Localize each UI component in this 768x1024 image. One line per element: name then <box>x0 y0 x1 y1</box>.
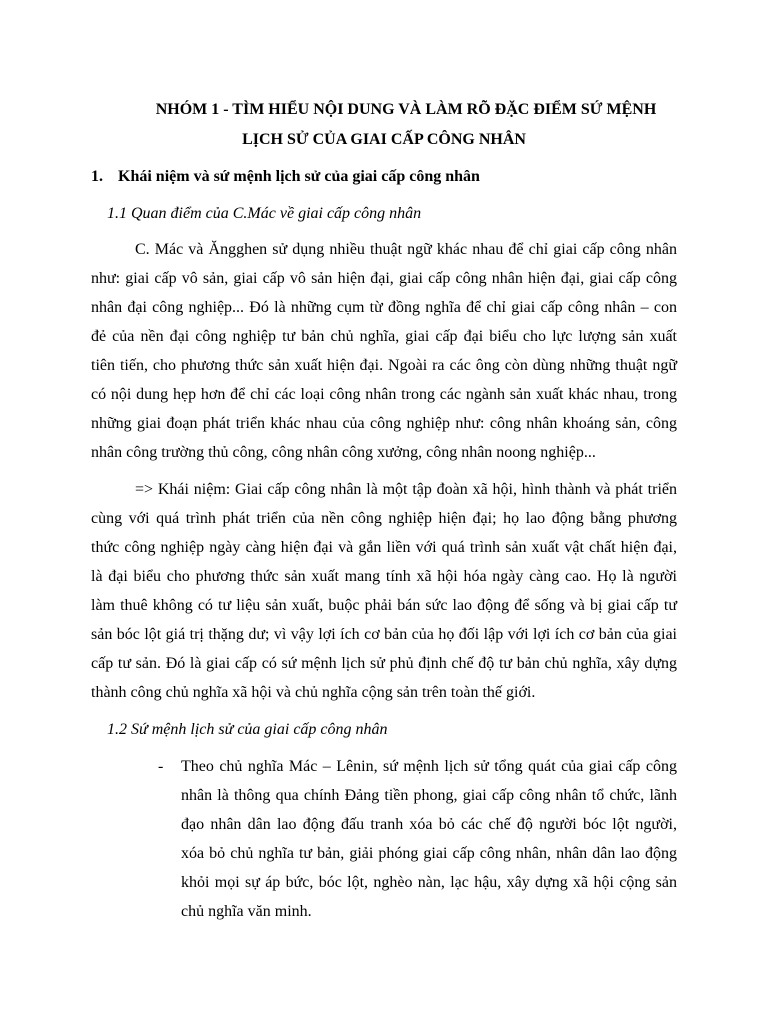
paragraph-line: đẻ của nền đại công nghiệp tư bản chủ nghĩa, giai cấp đại biểu cho lực lượng sản xuất <box>91 328 677 345</box>
list-line: xóa bỏ chủ nghĩa tư bản, giải phóng giai cấp công nhân, nhân dân lao động <box>181 845 677 862</box>
list-line: đạo nhân dân lao động đấu tranh xóa bỏ các chế độ người bóc lột người, <box>181 816 677 833</box>
section-number: 1. <box>91 168 103 185</box>
paragraph-line: C. Mác và Ăngghen sử dụng nhiều thuật ngữ khác nhau để chỉ giai cấp công nhân <box>135 241 677 258</box>
section-heading <box>91 162 480 191</box>
list-line: Theo chủ nghĩa Mác – Lênin, sứ mệnh lịch sử tổng quát của giai cấp công <box>181 758 677 775</box>
list-line: chủ nghĩa văn minh. <box>181 903 312 920</box>
list-line: nhân là thông qua chính Đảng tiền phong, giai cấp công nhân tổ chức, lãnh <box>181 787 677 804</box>
paragraph-line: cùng với quá trình phát triển của nền công nghiệp hiện đại; họ lao động bằng phương <box>91 510 677 527</box>
subsection-heading-1-2: 1.2 Sứ mệnh lịch sử của giai cấp công nhân <box>107 721 388 738</box>
section-heading-text: Khái niệm và sứ mệnh lịch sử của giai cấp công nhân <box>118 168 480 185</box>
paragraph-line: làm thuê không có tư liệu sản xuất, buộc phải bán sức lao động để sống và bị giai cấp tư <box>91 597 677 614</box>
paragraph <box>91 235 677 467</box>
paragraph-line: những giai đoạn phát triển khác nhau của công nghiệp như: công nhân khoáng sản, công <box>91 415 677 432</box>
paragraph-line: nhân đại công nghiệp... Đó là những cụm từ đồng nghĩa để chỉ giai cấp công nhân – con <box>91 299 677 316</box>
paragraph-line: tiên tiến, cho phương thức sản xuất hiện đại. Ngoài ra các ông còn dùng những thuật ngữ <box>91 357 677 374</box>
paragraph-line: thành công chủ nghĩa xã hội và chủ nghĩa cộng sản trên toàn thế giới. <box>91 684 536 701</box>
paragraph-line: cấp tư sản. Đó là giai cấp có sứ mệnh lịch sử phủ định chế độ tư bản chủ nghĩa, xây dựng <box>91 655 677 672</box>
paragraph-line: có nội dung hẹp hơn để chỉ các loại công nhân trong các ngành sản xuất khác nhau, trong <box>91 386 677 403</box>
paragraph-line: như: giai cấp vô sản, giai cấp vô sản hiện đại, giai cấp công nhân hiện đại, giai cấp công <box>91 270 677 287</box>
paragraph-line: nhân công trường thủ công, công nhân công xưởng, công nhân noong nghiệp... <box>91 444 596 461</box>
paragraph <box>91 475 677 707</box>
subsection-heading-1-1: 1.1 Quan điểm của C.Mác về giai cấp công nhân <box>107 205 422 222</box>
list-bullet: - <box>158 758 164 775</box>
list-item-text <box>181 752 677 926</box>
paragraph-line: sản bóc lột giá trị thặng dư; vì vậy lợi ích cơ bản của họ đối lập với lợi ích cơ bản của giai <box>91 626 677 643</box>
document-title-line-1: NHÓM 1 - TÌM HIỂU NỘI DUNG VÀ LÀM RÕ ĐẶC ĐIỂM SỨ MỆNH <box>155 101 657 118</box>
paragraph-line: là đại biểu cho phương thức sản xuất mang tính xã hội hóa ngày càng cao. Họ là người <box>91 568 677 585</box>
paragraph-line: => Khái niệm: Giai cấp công nhân là một tập đoàn xã hội, hình thành và phát triển <box>135 481 677 498</box>
list-line: khỏi mọi sự áp bức, bóc lột, nghèo nàn, lạc hậu, xây dựng xã hội cộng sản <box>181 874 677 891</box>
document-title-line-2: LỊCH SỬ CỦA GIAI CẤP CÔNG NHÂN <box>242 131 526 148</box>
paragraph-line: thức công nghiệp ngày càng hiện đại và gắn liền với quá trình sản xuất vật chất hiện đại, <box>91 539 677 556</box>
